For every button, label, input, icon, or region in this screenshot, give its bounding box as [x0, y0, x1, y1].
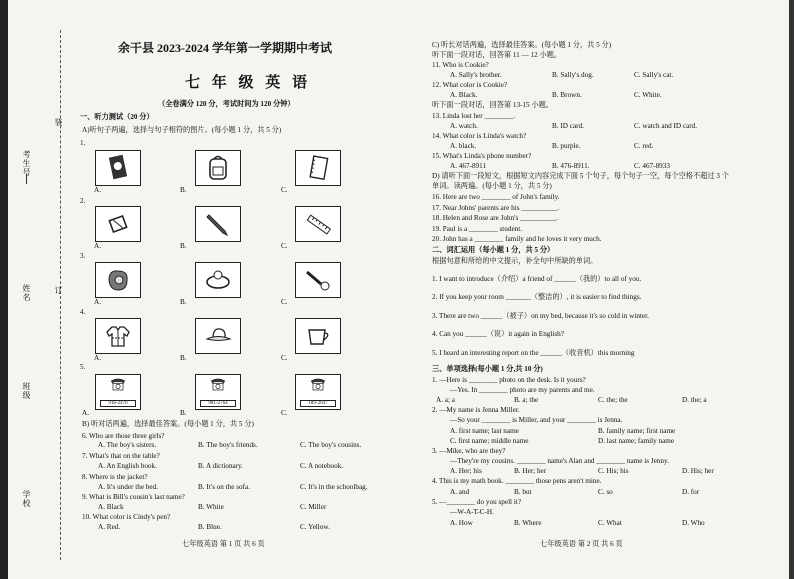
vocab-question-5: 5. I heard an interesting report on the ______（收音机）this morning — [432, 349, 635, 357]
question-15-a: A. 467-8911 — [450, 162, 487, 170]
choice-question-1-reply: —Yes. In ________ photo are my parents and me. — [450, 386, 595, 394]
question-17: 17. Near Johns' parents are his __________. — [432, 204, 560, 212]
vocabulary-instructions: 根据句意和所给的中文提示，补全句中所缺的单词。 — [432, 257, 598, 265]
schoolbag-icon — [203, 154, 233, 182]
cup-icon — [303, 322, 333, 350]
picture-pencil — [195, 206, 241, 242]
choice-question-4-d: D. for — [682, 488, 700, 496]
exam-note: （全卷满分 120 分，考试时间为 120 分钟） — [158, 100, 295, 108]
question-8-a: A. It's under the bed. — [98, 483, 158, 491]
picture-eraser — [95, 206, 141, 242]
choice-question-2: 2. —My name is Jenna Miller. — [432, 406, 520, 414]
picture-baseball-bat — [295, 262, 341, 298]
choice-question-4-c: C. so — [598, 488, 613, 496]
vocab-question-2: 2. If you keep your room _______（整洁的）, it is easier to find things. — [432, 293, 642, 301]
choice-question-2-c: C. first name; middle name — [450, 437, 529, 445]
telephone-icon — [203, 375, 233, 395]
row4-option-c: C. — [281, 354, 288, 362]
question-10-b: B. Blue. — [198, 523, 222, 531]
picture-hat — [195, 318, 241, 354]
question-6-b: B. The boy's friends. — [198, 441, 258, 449]
part-a-instructions: A)听句子两遍，选择与句子相符的图片。(每小题 1 分，共 5 分) — [82, 126, 282, 134]
row2-option-a: A. — [94, 242, 101, 250]
question-19: 19. Paul is a ________ student. — [432, 225, 523, 233]
picture-telephone-b — [195, 374, 241, 410]
choice-question-5-a: A. How — [450, 519, 473, 527]
vocab-question-1: 1. I want to introduce（介绍）a friend of ______（我的）to all of you. — [432, 275, 642, 283]
question-6: 6. Who are those three girls? — [82, 432, 165, 440]
phone-number-b: 981-2764 — [200, 400, 236, 407]
choice-question-4-b: B. but — [514, 488, 532, 496]
row-number-3: 3. — [80, 252, 86, 260]
question-14-b: B. purple. — [552, 142, 581, 150]
question-9-b: B. White — [198, 503, 224, 511]
part-b-instructions: B) 听对话两遍，选择最佳答案。(每小题 1 分，共 5 分) — [82, 420, 254, 428]
choice-question-3-c: C. His; his — [598, 467, 629, 475]
question-11-a: A. Sally's brother. — [450, 71, 502, 79]
section-vocabulary-title: 二、词汇运用（每小题 1 分，共 5 分） — [432, 246, 555, 254]
choice-question-5-d: D. Who — [682, 519, 705, 527]
choice-question-5-reply: —W-A-T-C-H. — [450, 508, 494, 516]
row-number-5: 5. — [80, 363, 86, 371]
row3-option-b: B. — [180, 298, 187, 306]
question-13-b: B. ID card. — [552, 122, 584, 130]
picture-telephone-a — [95, 374, 141, 410]
row2-option-b: B. — [180, 242, 187, 250]
picture-ruler — [295, 206, 341, 242]
ruler-icon — [303, 210, 333, 238]
picture-notebook — [295, 150, 341, 186]
choice-question-2-d: D. last name; family name — [598, 437, 675, 445]
row-number-2: 2. — [80, 197, 86, 205]
row5-option-a: A. — [82, 409, 89, 417]
question-18: 18. Helen and Rose are John's __________. — [432, 214, 558, 222]
choice-question-1-c: C. the; the — [598, 396, 628, 404]
choice-question-1-b: B. a; the — [514, 396, 539, 404]
part-d-instructions-2: 单词。读两遍。(每小题 1 分，共 5 分) — [432, 182, 552, 190]
question-6-a: A. The boy's sisters. — [98, 441, 157, 449]
question-12: 12. What color is Cookie? — [432, 81, 508, 89]
choice-question-5: 5. —________ do you spell it? — [432, 498, 522, 506]
question-14-c: C. red. — [634, 142, 654, 150]
question-11-b: B. Sally's dog. — [552, 71, 594, 79]
binding-line — [60, 30, 61, 560]
picture-baseball-glove — [95, 262, 141, 298]
choice-question-5-c: C. What — [598, 519, 622, 527]
question-7: 7. What's that on the table? — [82, 452, 160, 460]
row5-option-b: B. — [180, 409, 187, 417]
question-8-b: B. It's on the sofa. — [198, 483, 251, 491]
question-9: 9. What is Bill's cousin's last name? — [82, 493, 185, 501]
pencil-icon — [203, 210, 233, 238]
gutter-xingming: 姓名 — [22, 284, 31, 302]
question-7-c: C. A notebook. — [300, 462, 344, 470]
choice-question-3-reply: —They're my cousins. ________ name's Alan and ________ name is Jenny. — [450, 457, 669, 465]
question-12-a: A. Black. — [450, 91, 478, 99]
gutter-rule — [26, 174, 37, 184]
picture-watch — [195, 262, 241, 298]
question-10-c: C. Yellow. — [300, 523, 330, 531]
choice-question-2-b: B. family name; first name — [598, 427, 676, 435]
picture-jacket — [95, 318, 141, 354]
question-12-b: B. Brown. — [552, 91, 582, 99]
gutter-kaohao: 考生号 — [22, 150, 31, 177]
picture-cup — [295, 318, 341, 354]
choice-question-2-a: A. first name; last name — [450, 427, 519, 435]
question-6-c: C. The boy's cousins. — [300, 441, 362, 449]
question-12-c: C. White. — [634, 91, 662, 99]
question-16: 16. Here are two ________ of John's family. — [432, 193, 560, 201]
baseball-bat-icon — [303, 266, 333, 294]
part-c-intro-2: 听下面一段对话，回答第 13-15 小题。 — [432, 101, 553, 109]
choice-question-1: 1. —Here is ________ photo on the desk. Is it yours? — [432, 376, 586, 384]
phone-number-c: 189-2647 — [300, 400, 336, 407]
question-9-c: C. Miller — [300, 503, 327, 511]
question-15: 15. What's Linda's phone number? — [432, 152, 532, 160]
notebook-icon — [303, 154, 333, 182]
choice-question-3-d: D. His; her — [682, 467, 714, 475]
choice-question-3: 3. —Mike, who are they? — [432, 447, 506, 455]
choice-question-2-reply: —So your ________ is Miller, and your ________ is Jenna. — [450, 416, 623, 424]
picture-telephone-c — [295, 374, 341, 410]
gutter-ding: 订 — [54, 286, 63, 295]
picture-schoolbag — [195, 150, 241, 186]
hat-icon — [203, 322, 233, 350]
question-15-c: C. 467-8933 — [634, 162, 670, 170]
question-10: 10. What color is Cindy's pen? — [82, 513, 171, 521]
part-c-instructions: C) 听长对话两遍，选择最佳答案。(每小题 1 分，共 5 分) — [432, 41, 612, 49]
choice-question-1-d: D. the; a — [682, 396, 707, 404]
question-9-a: A. Black — [98, 503, 124, 511]
picture-passport — [95, 150, 141, 186]
question-14: 14. What color is Linda's watch? — [432, 132, 527, 140]
row-number-1: 1. — [80, 139, 86, 147]
row4-option-a: A. — [94, 354, 101, 362]
gutter-banji: 班级 — [22, 382, 31, 400]
watch-icon — [203, 266, 233, 294]
choice-question-1-a: A. a; a — [436, 396, 455, 404]
question-10-a: A. Red. — [98, 523, 121, 531]
row5-option-c: C. — [281, 409, 288, 417]
row4-option-b: B. — [180, 354, 187, 362]
choice-question-4: 4. This is my math book. ________ those pens aren't mine. — [432, 477, 602, 485]
choice-question-3-a: A. Her; his — [450, 467, 482, 475]
exam-title: 余干县 2023-2024 学年第一学期期中考试 — [118, 41, 332, 55]
section-choice-title: 三、单项选择(每小题 1 分,共 10 分) — [432, 365, 543, 373]
passport-icon — [103, 154, 133, 182]
question-11: 11. Who is Cookie? — [432, 61, 489, 69]
choice-question-3-b: B. Her; her — [514, 467, 547, 475]
question-13-c: C. watch and ID card. — [634, 122, 698, 130]
choice-question-5-b: B. Where — [514, 519, 542, 527]
jacket-icon — [103, 322, 133, 350]
scan-edge-right — [789, 0, 794, 579]
question-20: 20. John has a ________ family and he loves it very much. — [432, 235, 602, 243]
question-15-b: B. 476-8911. — [552, 162, 590, 170]
vocab-question-3: 3. There are two ______（被子）on my bed, because it's so cold in winter. — [432, 312, 649, 320]
row-number-4: 4. — [80, 308, 86, 316]
question-13: 13. Linda lost her ________. — [432, 112, 516, 120]
part-c-intro-1: 听下面一段对话，回答第 11 — 12 小题。 — [432, 51, 562, 59]
part-d-instructions-1: D) 请听下面一段短文，根据短文内容完成下面 5 个句子，每个句子一空，每个空格不超过 3 个 — [432, 172, 729, 180]
scan-edge-left — [0, 0, 8, 579]
question-7-a: A. An English book. — [98, 462, 157, 470]
page-2-footer: 七年级英语 第 2 页 共 6 页 — [540, 540, 623, 548]
choice-question-4-a: A. and — [450, 488, 470, 496]
row2-option-c: C. — [281, 242, 288, 250]
gutter-zhuang: 装 — [54, 118, 63, 127]
row3-option-c: C. — [281, 298, 288, 306]
telephone-icon — [103, 375, 133, 395]
exam-subject: 七 年 级 英 语 — [185, 75, 312, 91]
gutter-xuexiao: 学校 — [22, 490, 31, 508]
question-11-c: C. Sally's cat. — [634, 71, 674, 79]
baseball-glove-icon — [103, 266, 133, 294]
section-listening-title: 一、听力测试（20 分） — [80, 113, 154, 121]
question-8: 8. Where is the jacket? — [82, 473, 148, 481]
question-7-b: B. A dictionary. — [198, 462, 244, 470]
telephone-icon — [303, 375, 333, 395]
question-8-c: C. It's in the schoolbag. — [300, 483, 368, 491]
question-14-a: A. black. — [450, 142, 477, 150]
phone-number-a: 918-2476 — [100, 400, 136, 407]
eraser-icon — [103, 210, 133, 238]
question-13-a: A. watch. — [450, 122, 478, 130]
row1-option-a: A. — [94, 186, 101, 194]
row3-option-a: A. — [94, 298, 101, 306]
row1-option-b: B. — [180, 186, 187, 194]
page-1-footer: 七年级英语 第 1 页 共 6 页 — [182, 540, 265, 548]
vocab-question-4: 4. Can you ______（说）it again in English? — [432, 330, 564, 338]
row1-option-c: C. — [281, 186, 288, 194]
